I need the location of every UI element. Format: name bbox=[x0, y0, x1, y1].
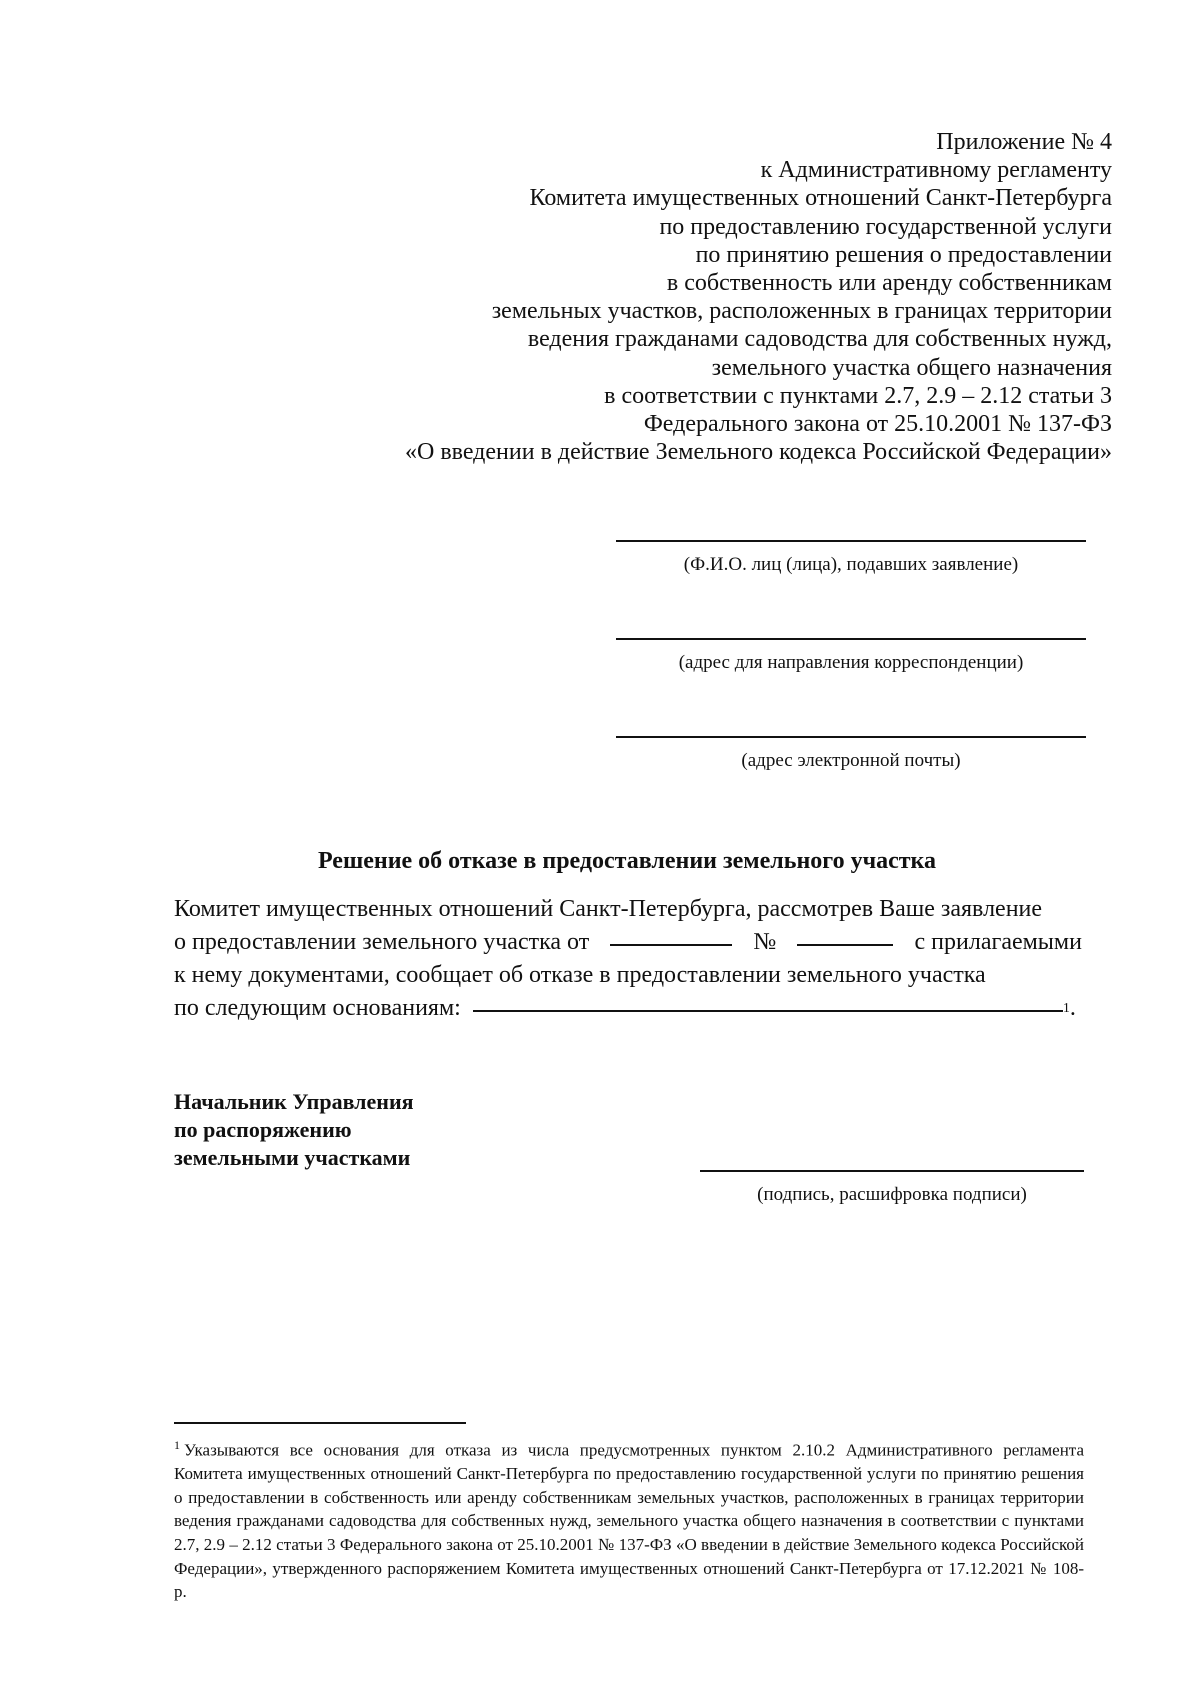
body-text: Комитет имущественных отношений Санкт-Петербурга, рассмотрев Ваше заявление bbox=[174, 896, 1043, 922]
footnote-separator bbox=[174, 1422, 466, 1424]
appendix-line: в соответствии с пунктами 2.7, 2.9 – 2.12 статьи 3 bbox=[604, 382, 1112, 409]
appendix-line: «О введении в действие Земельного кодекса Российской Федерации» bbox=[404, 439, 1112, 466]
appendix-line: по принятию решения о предоставлении bbox=[695, 241, 1112, 268]
appendix-line: земельного участка общего назначения bbox=[711, 354, 1112, 381]
application-number-blank[interactable] bbox=[797, 926, 893, 946]
signer-line: по распоряжению bbox=[174, 1117, 352, 1142]
document-title: Решение об отказе в предоставлении земельного участка bbox=[317, 848, 937, 874]
body-text: по следующим основаниям: bbox=[174, 995, 461, 1021]
period: . bbox=[1069, 995, 1076, 1021]
body-line bbox=[174, 959, 1082, 992]
body-line bbox=[174, 926, 1082, 959]
applicant-name-caption: (Ф.И.О. лиц (лица), подавших заявление) bbox=[683, 554, 1019, 575]
decision-body bbox=[174, 893, 1082, 1025]
body-text: о предоставлении земельного участка от bbox=[174, 929, 590, 955]
appendix-header bbox=[292, 128, 1112, 466]
appendix-line: по предоставлению государственной услуги bbox=[659, 213, 1112, 240]
appendix-line: Комитета имущественных отношений Санкт-Петербурга bbox=[529, 185, 1112, 212]
correspondence-address-field bbox=[616, 638, 1086, 674]
footnote bbox=[174, 1434, 1084, 1604]
email-field bbox=[616, 736, 1086, 772]
appendix-line: Федерального закона от 25.10.2001 № 137-ФЗ bbox=[643, 411, 1112, 438]
footnote-marker: 1 bbox=[174, 1438, 180, 1452]
signature-line[interactable] bbox=[700, 1170, 1084, 1172]
body-text: с прилагаемыми bbox=[914, 929, 1082, 955]
body-line bbox=[174, 992, 1082, 1025]
signer-line: Начальник Управления bbox=[174, 1089, 414, 1114]
body-line bbox=[174, 893, 1082, 926]
appendix-line: земельных участков, расположенных в границах территории bbox=[491, 298, 1112, 325]
signer-position bbox=[174, 1088, 414, 1172]
appendix-line: к Административному регламенту bbox=[760, 157, 1112, 184]
signature-field bbox=[700, 1170, 1084, 1206]
correspondence-address-caption: (адрес для направления корреспонденции) bbox=[678, 652, 1024, 673]
grounds-blank[interactable] bbox=[473, 992, 1063, 1012]
footnote-text: Указываются все основания для отказа из числа предусмотренных пунктом 2.10.2 Административного регламента Комитета имущественных отношений Санкт-Петербурга по предоставлению государственной услуги по принятию решения о предоставлении в собственность или аренду собственникам земельных участков, расположенных в границах территории ведения гражданами садоводства для собственных нужд, земельного участка общего назначения в соответствии с пунктами 2.7, 2.9 – 2.12 статьи 3 Федерального закона от 25.10.2001 № 137-ФЗ «О введении в действие Земельного кодекса Российской Федерации», утвержденного распоряжением Комитета имущественных отношений Санкт-Петербурга от 17.12.2021 № 108-р. bbox=[174, 1440, 1084, 1602]
applicant-name-field bbox=[616, 540, 1086, 576]
application-date-blank[interactable] bbox=[610, 926, 732, 946]
appendix-line: Приложение № 4 bbox=[936, 129, 1112, 155]
body-text: к нему документами, сообщает об отказе в предоставлении земельного участка bbox=[174, 962, 986, 988]
signer-line: земельными участками bbox=[174, 1145, 411, 1170]
number-sign: № bbox=[753, 929, 777, 955]
applicant-name-line[interactable] bbox=[616, 540, 1086, 542]
signature-caption: (подпись, расшифровка подписи) bbox=[757, 1184, 1027, 1205]
appendix-line: в собственность или аренду собственникам bbox=[666, 270, 1112, 297]
correspondence-address-line[interactable] bbox=[616, 638, 1086, 640]
footnote-reference: 1 bbox=[1062, 1001, 1070, 1016]
appendix-line: ведения гражданами садоводства для собственных нужд, bbox=[527, 326, 1112, 353]
email-line[interactable] bbox=[616, 736, 1086, 738]
email-caption: (адрес электронной почты) bbox=[741, 750, 961, 771]
